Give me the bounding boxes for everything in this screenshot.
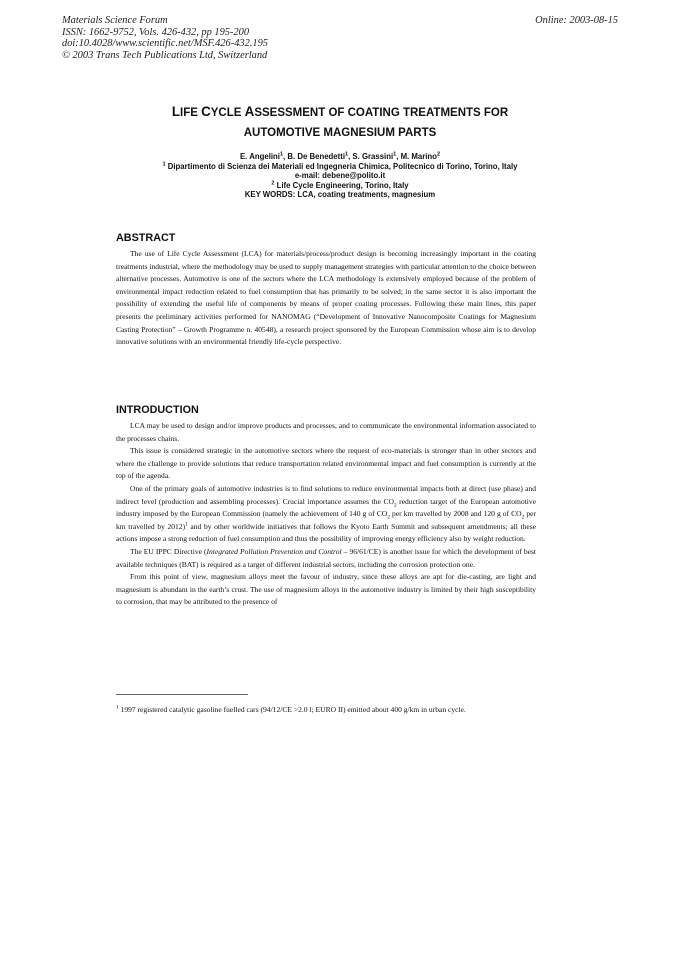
online-date: Online: 2003-08-15	[535, 15, 618, 26]
author-list: E. Angelini$^1$, B. De Benedetti$^1$, S. Grassini$^1$, M. Marino$^2$	[239, 151, 441, 161]
footnote-divider	[116, 694, 248, 695]
intro-paragraph-1: LCA may be used to design and/or improve products and processes, and to communicate the environmental information associated to the processes chains.	[116, 421, 536, 443]
intro-paragraph-3: One of the primary goals of automotive industries is to find solutions to reduce environmental impacts both at direct (use phase) and indirect level (production and assembling processes). Crucial importance assumes the $CO_2$ reduction target of the European automotive industry imposed by the European Commission (namely the achievement of 140 g of $CO_2$ per km travelled by 2008 and 120 g of $CO_2$ per km travelled by 2012)$^1$ and by other worldwide initiatives that follows the Kyoto Earth Summit and subsequent amendments; all these actions impose a strong reduction of fuel consumption and thus the possibility of improving energy efficiency also by weight reduction.	[116, 483, 537, 544]
journal-issn: ISSN: 1662-9752, Vols. 426-432, pp 195-200	[62, 26, 250, 38]
author-email: e-mail: debene@polito.it	[294, 171, 386, 181]
abstract-heading: ABSTRACT	[116, 232, 176, 244]
journal-doi: doi:10.4028/www.scientific.net/MSF.426-432.195	[62, 38, 268, 50]
introduction-body	[116, 420, 536, 609]
footnote: $^1$ 1997 registered catalytic gasoline fuelled cars (94/12/CE >2.0 l; EURO II) emitted about 400 g/km in urban cycle.	[116, 704, 466, 714]
affiliation-1: $^1$ Dipartimento di Scienza dei Materiali ed Ingegneria Chimica, Politecnico di Torino, Torino, Italy	[162, 161, 518, 171]
paper-title-line-2: AUTOMOTIVE MAGNESIUM PARTS	[243, 127, 437, 139]
journal-header	[62, 15, 618, 61]
author-block	[100, 152, 580, 200]
journal-copyright: © 2003 Trans Tech Publications Ltd, Switzerland	[62, 49, 268, 61]
intro-paragraph-5: From this point of view, magnesium alloys meet the favour of industry, since these alloys are apt for die-casting, are light and magnesium is abundant in the earth’s crust. The use of magnesium alloys in the automotive industry is limited by their high susceptibility to corrosion, that may be attributed to the presence of	[116, 572, 536, 607]
intro-paragraph-2: This issue is considered strategic in the automotive sectors where the request of eco-materials is stronger than in other sectors and where the challenge to provide solutions that reduce transportation related environmental impact and fuel consumption is currently at the top of the agenda.	[116, 446, 536, 481]
abstract-body	[116, 248, 536, 349]
journal-name: Materials Science Forum	[62, 15, 168, 26]
paper-title-line-1: LIFE CYCLE ASSESSMENT OF COATING TREATMENTS FOR	[171, 104, 509, 119]
abstract-text: The use of Life Cycle Assessment (LCA) for materials/process/product design is becoming increasingly important in the coating treatments industrial, where the methodology may be used to supply management strategies with particular attention to the choice between alternative processes. Automotive is one of the sectors where the LCA methodology is extensively employed because of the problem of environmental impact reduction related to fuel consumption that has primarily to be solved; in the same sector it is also important the possibility of extending the useful life of components by means of proper coating processes. Following these main lines, this paper presents the preliminary activities performed for NANOMAG (“Development of Innovative Nanocomposite Coatings for Magnesium Casting Protection” – Growth Programme n. 40548), a research project sponsored by the European Commission whose aim is to develop innovative solutions with an environmental friendly life-cycle perspective.	[116, 249, 536, 347]
intro-paragraph-4: The EU IPPC Directive (Integrated Pollution Prevention and Control – 96/61/CE) is another issue for which the development of best available techniques (BAT) is required as a target of different industrial sectors, including the corrosion protection one.	[116, 546, 536, 569]
introduction-heading: INTRODUCTION	[116, 404, 199, 416]
keywords: KEY WORDS: LCA, coating treatments, magnesium	[244, 190, 436, 200]
footnote-reference: 1	[185, 521, 188, 528]
affiliation-2: $^2$ Life Cycle Engineering, Torino, Italy	[271, 180, 409, 190]
